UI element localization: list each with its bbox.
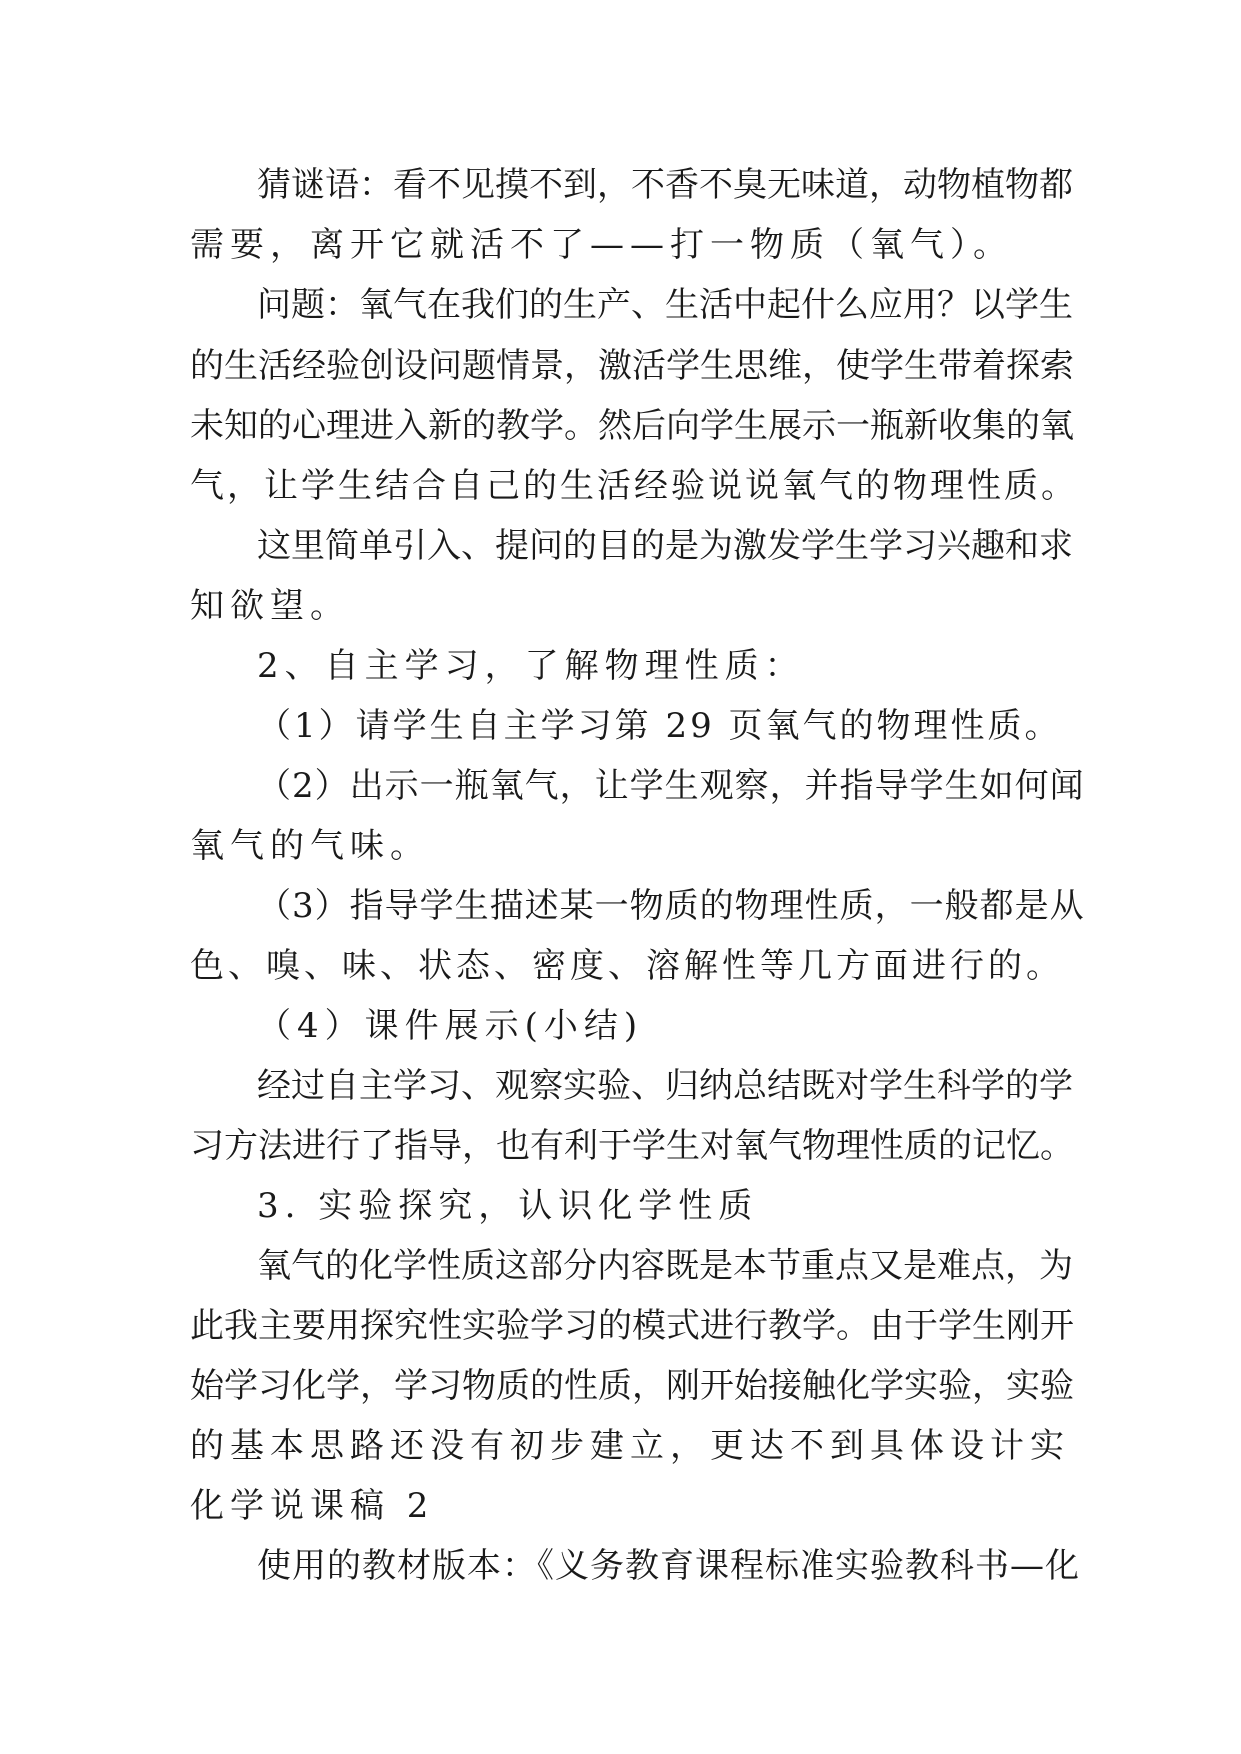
text-line-summary-2: 习方法进行了指导，也有利于学生对氧气物理性质的记忆。	[190, 1126, 1074, 1166]
list-item-1: （1）请学生自主学习第 29 页氧气的物理性质。	[257, 706, 1062, 746]
text-line-chemistry-1: 氧气的化学性质这部分内容既是本节重点又是难点，为	[257, 1246, 1073, 1286]
section-title-lecture-2: 化学说课稿 2	[190, 1486, 435, 1526]
list-item-3-line-1: （3）指导学生描述某一物质的物理性质，一般都是从	[257, 886, 1085, 926]
text-line-riddle-2: 需要，离开它就活不了——打一物质（氧气）。	[190, 225, 1013, 265]
text-line-purpose-1: 这里简单引入、提问的目的是为激发学生学习兴趣和求	[257, 526, 1073, 566]
list-item-3-line-2: 色、嗅、味、状态、密度、溶解性等几方面进行的。	[190, 946, 1064, 986]
text-line-question-2: 的生活经验创设问题情景，激活学生思维，使学生带着探索	[190, 346, 1074, 386]
section-heading-self-study: 2、自主学习，了解物理性质：	[257, 646, 805, 686]
text-line-chemistry-3: 始学习化学，学习物质的性质，刚开始接触化学实验，实验	[190, 1366, 1074, 1406]
text-line-question-4: 气，让学生结合自己的生活经验说说氧气的物理性质。	[190, 466, 1078, 506]
section-heading-experiment: 3. 实验探究，认识化学性质	[257, 1186, 759, 1226]
text-line-summary-1: 经过自主学习、观察实验、归纳总结既对学生科学的学	[257, 1066, 1073, 1106]
text-line-chemistry-2: 此我主要用探究性实验学习的模式进行教学。由于学生刚开	[190, 1306, 1074, 1346]
list-item-2-line-1: （2）出示一瓶氧气，让学生观察，并指导学生如何闻	[257, 766, 1085, 806]
text-line-question-1: 问题：氧气在我们的生产、生活中起什么应用？以学生	[257, 285, 1073, 325]
list-item-4: （4）课件展示(小结)	[257, 1006, 644, 1046]
text-line-riddle-1: 猜谜语：看不见摸不到，不香不臭无味道，动物植物都	[257, 165, 1073, 205]
text-line-chemistry-4: 的基本思路还没有初步建立，更达不到具体设计实	[190, 1426, 1070, 1466]
text-line-question-3: 未知的心理进入新的教学。然后向学生展示一瓶新收集的氧	[190, 406, 1074, 446]
list-item-2-line-2: 氧气的气味。	[190, 826, 430, 866]
text-line-purpose-2: 知欲望。	[190, 586, 350, 626]
text-line-textbook-version: 使用的教材版本：《义务教育课程标准实验教科书—化	[257, 1546, 1080, 1586]
